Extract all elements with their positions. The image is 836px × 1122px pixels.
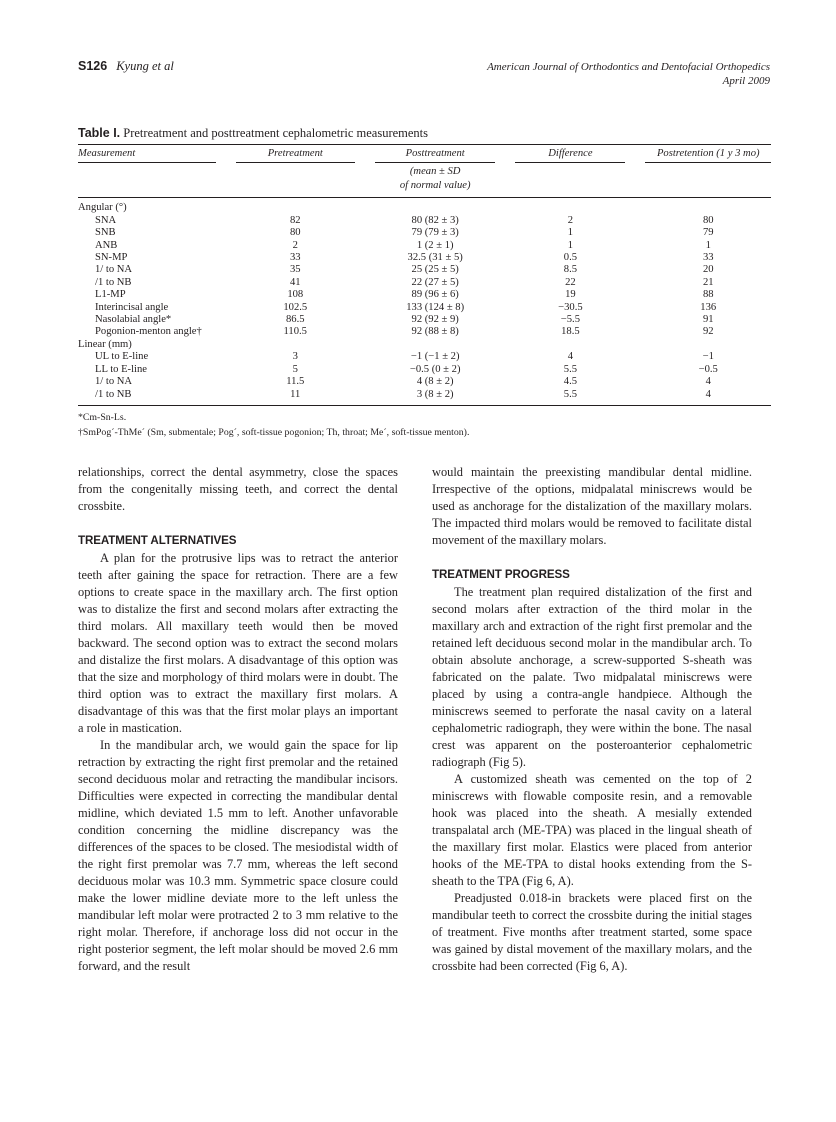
- cell-pretreatment: 5: [292, 363, 298, 375]
- table-footnotes: [78, 412, 771, 439]
- cell-posttreatment: −1 (−1 ± 2): [410, 351, 460, 363]
- cell-measurement: Nasolabial angle*: [95, 314, 172, 326]
- footnote-nasolabial: *Cm-Sn-Ls.: [78, 411, 127, 423]
- posttreatment-subheader-2: of normal value): [399, 180, 471, 192]
- paragraph: A customized sheath was cemented on the top of 2 miniscrews with flowable composite resin, and a removable hook was placed into the sheath. A mesially extended transpalatal arch (ME-TPA) was placed in the lingual sheath of the maxillary first molar. Elastics were placed from anterior hooks of the ME-TPA to distal hooks extending from the S-sheath to the TPA (Fig 6, A).: [432, 772, 752, 888]
- cell-posttreatment: 25 (25 ± 5): [411, 264, 459, 276]
- paragraph: would maintain the preexisting mandibular dental midline. Irrespective of the options, midpalatal miniscrews would be used as anchorage for the distalization of the maxillary molars. The impacted third molars would be removed to facilitate distal movement of the maxillary molars.: [432, 465, 752, 547]
- table-block: [78, 126, 771, 442]
- cell-difference: 18.5: [561, 326, 580, 338]
- paragraph: relationships, correct the dental asymmetry, close the spaces from the congenitally missing teeth, and correct the dental crossbite.: [78, 465, 398, 513]
- cell-difference: 4.5: [563, 376, 578, 388]
- cell-posttreatment: 22 (27 ± 5): [411, 276, 459, 288]
- cell-difference: 0.5: [563, 252, 578, 264]
- cell-posttreatment: 3 (8 ± 2): [416, 388, 454, 400]
- journal-name: American Journal of Orthodontics and Dentofacial Orthopedics: [487, 61, 770, 73]
- cell-measurement: LL to E-line: [95, 363, 147, 375]
- cell-pretreatment: 102.5: [283, 301, 308, 313]
- cell-postretention: 4: [705, 388, 711, 400]
- column-header-pretreatment: Pretreatment: [236, 148, 356, 163]
- posttreatment-subheader-1: (mean ± SD: [409, 166, 461, 178]
- cell-postretention: −1: [702, 351, 714, 363]
- cell-measurement: SNA: [95, 214, 117, 226]
- cell-measurement: Interincisal angle: [95, 301, 169, 313]
- body-right-column: [432, 464, 752, 975]
- table-row: [78, 302, 771, 314]
- cell-posttreatment: 80 (82 ± 3): [411, 214, 459, 226]
- cell-measurement: SN-MP: [95, 252, 128, 264]
- cell-difference: 8.5: [563, 264, 578, 276]
- table-title: Pretreatment and posttreatment cephalometric measurements: [123, 126, 429, 140]
- paragraph: The treatment plan required distalization of the first and second molars after extraction of the third molar in the maxillary arch and extraction of the right first premolar and the retained left deciduous second molar in the mandibular arch. To obtain absolute anchorage, a screw-supported S-sheath was fabricated on the palate. Two midpalatal miniscrews were placed by using a contra-angle handpiece. Although the miniscrews seemed to perforate the nasal cavity on a lateral cephalometric radiograph, they were within the bone. The nasal crest was apparent on the posteroanterior cephalometric radiograph (Fig 5).: [432, 585, 752, 769]
- cell-measurement: ANB: [95, 239, 118, 251]
- cell-pretreatment: 33: [289, 252, 301, 264]
- column-header-difference: Difference: [515, 148, 625, 163]
- paragraph: A plan for the protrusive lips was to retract the anterior teeth after gaining the space for retraction. There are a few options to create space in the maxillary arch. The first option was to distalize the first and second molars after extracting the third molars. All maxillary teeth would then be moved backward. The second option was to extract the second molars and distalize the first molars. A disadvantage of this option was that the size and morphology of third molars were in doubt. The third option was to extract the maxillary first molars. A disadvantage of this was that the first molar plays an important a role in mastication.: [78, 551, 398, 735]
- cell-difference: 5.5: [563, 363, 578, 375]
- table-row: [78, 389, 771, 401]
- cell-postretention: 4: [705, 376, 711, 388]
- cell-difference: −30.5: [558, 301, 583, 313]
- cell-posttreatment: 92 (88 ± 8): [411, 326, 459, 338]
- cephalometric-table: [78, 145, 771, 406]
- cell-measurement: /1 to NB: [95, 276, 132, 288]
- paragraph: In the mandibular arch, we would gain the space for lip retraction by extracting the right first premolar and the retained second deciduous molar and retracting the mandibular incisors. Difficulties were expected in correcting the mandibular dental midline, which deviated 1.5 mm to left. Another unfavorable condition concerning the midline discrepancy was the differences of the spaces to be closed. The mesiodistal width of the right first premolar was 7.7 mm, whereas the left second deciduous molar was 10.3 mm. Symmetric space closure could make the lower midline deviate more to the left unless the mandibular left molar were protracted 2 to 3 mm relative to the right molar. Therefore, if anchorage loss did not occur in the right posterior segment, the left molar should be moved 2.6 mm forward, and the result: [78, 738, 398, 973]
- cell-postretention: 33: [702, 252, 714, 264]
- cell-pretreatment: 110.5: [283, 326, 307, 338]
- body-left-column: [78, 464, 398, 975]
- column-header-measurement: Measurement: [78, 148, 216, 163]
- cell-postretention: 79: [702, 227, 714, 239]
- cell-difference: 2: [567, 214, 574, 226]
- cell-difference: 1: [567, 239, 574, 251]
- cell-posttreatment: 79 (79 ± 3): [411, 227, 459, 239]
- cell-postretention: 92: [702, 326, 714, 338]
- footnote-pogonion: †SmPog´-ThMe´ (Sm, submentale; Pog´, soft-tissue pogonion; Th, throat; Me´, soft-tissue menton).: [78, 426, 470, 438]
- group-label-linear: Linear (mm): [78, 338, 132, 350]
- cell-pretreatment: 86.5: [285, 314, 305, 326]
- cell-pretreatment: 3: [292, 351, 298, 363]
- cell-difference: 5.5: [563, 388, 578, 400]
- table-row: [78, 215, 771, 227]
- column-header-postretention: Postretention (1 y 3 mo): [645, 148, 771, 163]
- table-row: [78, 277, 771, 289]
- cell-postretention: 80: [702, 214, 714, 226]
- running-head: [78, 59, 770, 99]
- page-number: S126: [78, 59, 108, 73]
- table-row: [78, 314, 771, 326]
- cell-pretreatment: 11: [290, 388, 301, 400]
- cell-difference: −5.5: [560, 314, 580, 326]
- cell-postretention: 91: [702, 314, 714, 326]
- cell-measurement: /1 to NB: [95, 388, 132, 400]
- cell-posttreatment: −0.5 (0 ± 2): [409, 363, 461, 375]
- cell-measurement: 1/ to NA: [95, 264, 133, 276]
- cell-difference: 22: [565, 276, 576, 288]
- table-row: [78, 264, 771, 276]
- group-label-angular: Angular (°): [78, 202, 127, 214]
- cell-pretreatment: 11.5: [286, 376, 305, 388]
- cell-pretreatment: 35: [289, 264, 301, 276]
- table-row: [78, 376, 771, 388]
- cell-measurement: SNB: [95, 227, 116, 239]
- table-row: [78, 227, 771, 239]
- running-head-left: [78, 59, 174, 74]
- cell-posttreatment: 32.5 (31 ± 5): [407, 252, 463, 264]
- issue-date: April 2009: [722, 75, 770, 87]
- cell-postretention: 20: [702, 264, 714, 276]
- cell-postretention: 88: [702, 289, 714, 301]
- table-row: [78, 252, 771, 264]
- group-row: [78, 198, 771, 215]
- cell-difference: 19: [565, 289, 576, 301]
- table-row: [78, 364, 771, 376]
- table-subheader-row: [78, 165, 771, 179]
- section-heading-treatment-alternatives: TREATMENT ALTERNATIVES: [78, 534, 237, 547]
- table-row: [78, 326, 771, 338]
- cell-posttreatment: 4 (8 ± 2): [416, 376, 454, 388]
- cell-posttreatment: 133 (124 ± 8): [406, 301, 465, 313]
- cell-measurement: Pogonion-menton angle†: [95, 326, 202, 338]
- table-row: [78, 240, 771, 252]
- cell-posttreatment: 89 (96 ± 6): [411, 289, 459, 301]
- section-heading-treatment-progress: TREATMENT PROGRESS: [432, 568, 570, 581]
- table-header-row: [78, 145, 771, 165]
- running-head-right: [487, 60, 770, 88]
- cell-postretention: 136: [700, 301, 717, 313]
- cell-postretention: 21: [702, 276, 714, 288]
- group-row: [78, 339, 771, 351]
- running-head-authors: Kyung et al: [116, 59, 174, 73]
- table-row: [78, 351, 771, 363]
- cell-pretreatment: 41: [289, 276, 301, 288]
- cell-postretention: −0.5: [698, 363, 718, 375]
- cell-measurement: UL to E-line: [95, 351, 149, 363]
- cell-posttreatment: 92 (92 ± 9): [411, 314, 459, 326]
- table-caption: [78, 126, 771, 141]
- cell-difference: 1: [567, 227, 574, 239]
- cell-pretreatment: 2: [292, 239, 298, 251]
- cell-posttreatment: 1 (2 ± 1): [416, 239, 454, 251]
- cell-pretreatment: 82: [289, 214, 301, 226]
- table-label: Table I.: [78, 126, 121, 140]
- cell-postretention: 1: [705, 239, 711, 251]
- cell-difference: 4: [567, 351, 574, 363]
- cell-pretreatment: 108: [287, 289, 304, 301]
- column-header-posttreatment: Posttreatment: [375, 148, 495, 163]
- table-row: [78, 289, 771, 301]
- cell-measurement: L1-MP: [95, 289, 126, 301]
- cell-pretreatment: 80: [289, 227, 301, 239]
- table-bottom-rule: [78, 401, 771, 406]
- cell-measurement: 1/ to NA: [95, 376, 133, 388]
- table-subheader-row: [78, 179, 771, 193]
- paragraph: Preadjusted 0.018-in brackets were placed first on the mandibular teeth to correct the crossbite during the initial stages of treatment. Five months after treatment started, some space was gained by distal movement of the maxillary molars, and the crossbite had been corrected (Fig 6, A).: [432, 891, 752, 973]
